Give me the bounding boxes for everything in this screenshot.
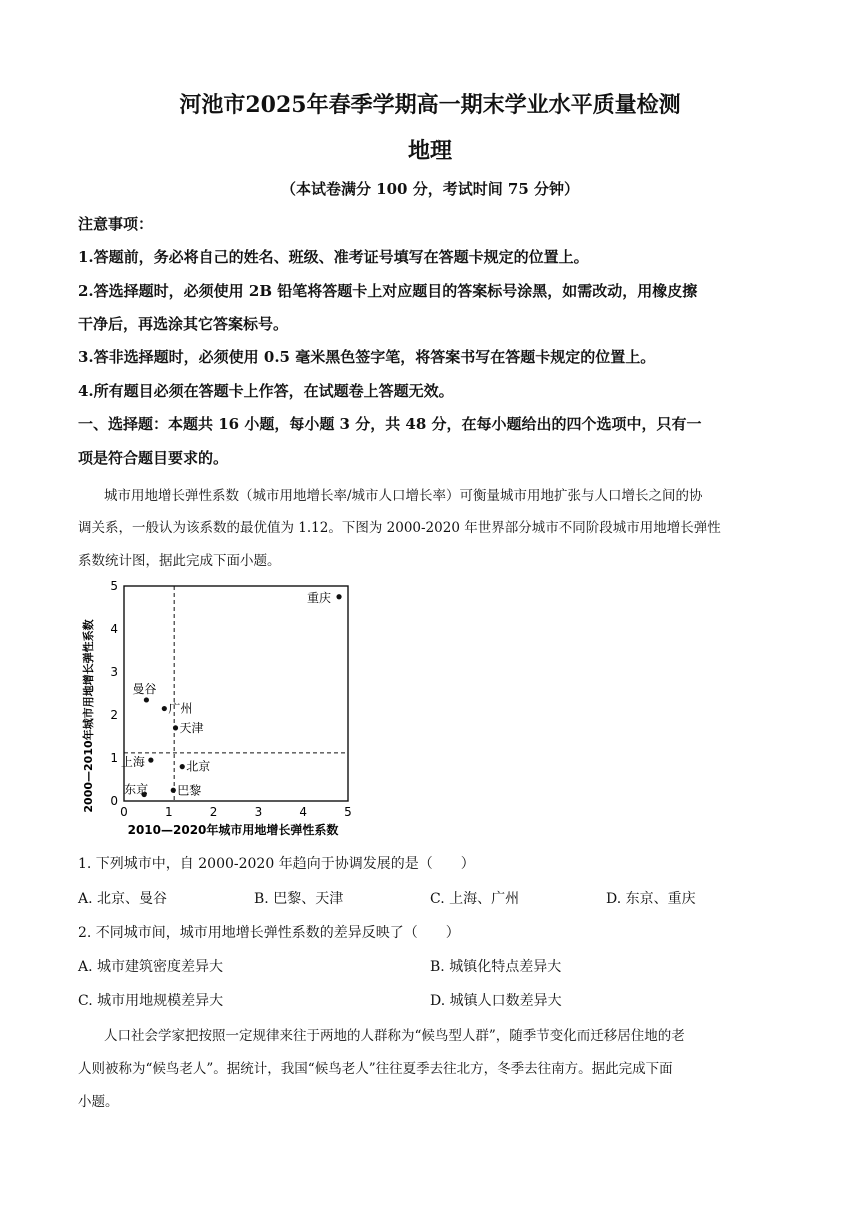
data-point — [148, 758, 153, 763]
point-label: 曼谷 — [132, 681, 157, 696]
passage-line: 人则被称为“候鸟老人”。据统计，我国“候鸟老人”往往夏季去往北方，冬季去往南方。据此完成下面 — [78, 1061, 673, 1077]
x-tick-label: 5 — [344, 805, 352, 819]
x-tick-label: 1 — [164, 805, 173, 819]
data-point — [171, 788, 176, 793]
plot-frame — [124, 586, 348, 801]
passage-line: 系数统计图，据此完成下面小题。 — [78, 553, 281, 569]
question-option[interactable]: C. 城市用地规模差异大 — [78, 993, 224, 1009]
passage-line: 小题。 — [78, 1094, 119, 1110]
subject-title: 地理 — [407, 138, 452, 164]
point-label: 东京 — [124, 782, 149, 797]
question-option[interactable]: C. 上海、广州 — [430, 891, 520, 907]
notes-heading: 注意事项： — [78, 215, 154, 233]
question-option[interactable]: B. 巴黎、天津 — [254, 891, 344, 907]
notes-item: 2.答选择题时，必须使用 2B 铅笔将答题卡上对应题目的答案标号涂黑，如需改动，用橡皮擦 — [78, 282, 698, 300]
y-tick-label: 2 — [110, 708, 118, 722]
data-point — [180, 764, 185, 769]
x-tick-label: 4 — [299, 805, 308, 819]
x-tick-label: 2 — [209, 805, 218, 819]
x-tick-label: 3 — [254, 805, 263, 819]
y-tick-label: 3 — [110, 665, 118, 679]
point-label: 巴黎 — [177, 783, 202, 798]
question-stem: 2. 不同城市间，城市用地增长弹性系数的差异反映了（ ） — [78, 925, 460, 941]
y-tick-label: 0 — [110, 794, 118, 808]
section-heading: 项是符合题目要求的。 — [78, 449, 229, 467]
notes-item: 1.答题前，务必将自己的姓名、班级、准考证号填写在答题卡规定的位置上。 — [78, 248, 589, 266]
exam-title: 河池市2025年春季学期高一期末学业水平质量检测 — [179, 92, 681, 118]
passage-line: 调关系，一般认为该系数的最优值为 1.12。下图为 2000-2020 年世界部分城市不同阶段城市用地增长弹性 — [78, 520, 721, 536]
data-point — [144, 697, 149, 702]
question-option[interactable]: D. 东京、重庆 — [606, 891, 696, 907]
exam-info: （本试卷满分 100 分，考试时间 75 分钟） — [280, 180, 580, 198]
passage-line: 人口社会学家把按照一定规律来往于两地的人群称为“候鸟型人群”，随季节变化而迁移居住地的老 — [104, 1028, 685, 1044]
point-label: 重庆 — [307, 590, 332, 605]
data-point — [336, 594, 341, 599]
data-point — [173, 725, 178, 730]
question-stem: 1. 下列城市中，自 2000-2020 年趋向于协调发展的是（ ） — [78, 856, 475, 872]
y-tick-label: 5 — [110, 579, 118, 593]
section-heading: 一、选择题：本题共 16 小题，每小题 3 分，共 48 分，在每小题给出的四个选项中，只有一 — [78, 415, 702, 433]
data-point — [162, 706, 167, 711]
y-tick-label: 1 — [110, 751, 118, 765]
x-axis-label: 2010—2020年城市用地增长弹性系数 — [127, 823, 339, 837]
notes-item: 干净后，再选涂其它答案标号。 — [78, 315, 289, 333]
x-tick-label: 0 — [120, 805, 128, 819]
passage-line: 城市用地增长弹性系数（城市用地增长率/城市人口增长率）可衡量城市用地扩张与人口增长之间的协 — [104, 488, 703, 504]
question-option[interactable]: B. 城镇化特点差异大 — [430, 959, 562, 975]
y-tick-label: 4 — [110, 622, 118, 636]
point-label: 广州 — [168, 701, 193, 716]
question-option[interactable]: A. 城市建筑密度差异大 — [78, 959, 224, 975]
y-axis-label: 2000—2010年城市用地增长弹性系数 — [82, 619, 95, 813]
point-label: 上海 — [120, 755, 145, 770]
elasticity-scatter-chart — [78, 572, 368, 842]
notes-item: 3.答非选择题时，必须使用 0.5 毫米黑色签字笔，将答案书写在答题卡规定的位置上。 — [78, 348, 656, 366]
point-label: 北京 — [186, 759, 211, 774]
question-option[interactable]: A. 北京、曼谷 — [78, 891, 168, 907]
point-label: 天津 — [179, 720, 204, 735]
notes-item: 4.所有题目必须在答题卡上作答，在试题卷上答题无效。 — [78, 382, 454, 400]
question-option[interactable]: D. 城镇人口数差异大 — [430, 993, 562, 1009]
